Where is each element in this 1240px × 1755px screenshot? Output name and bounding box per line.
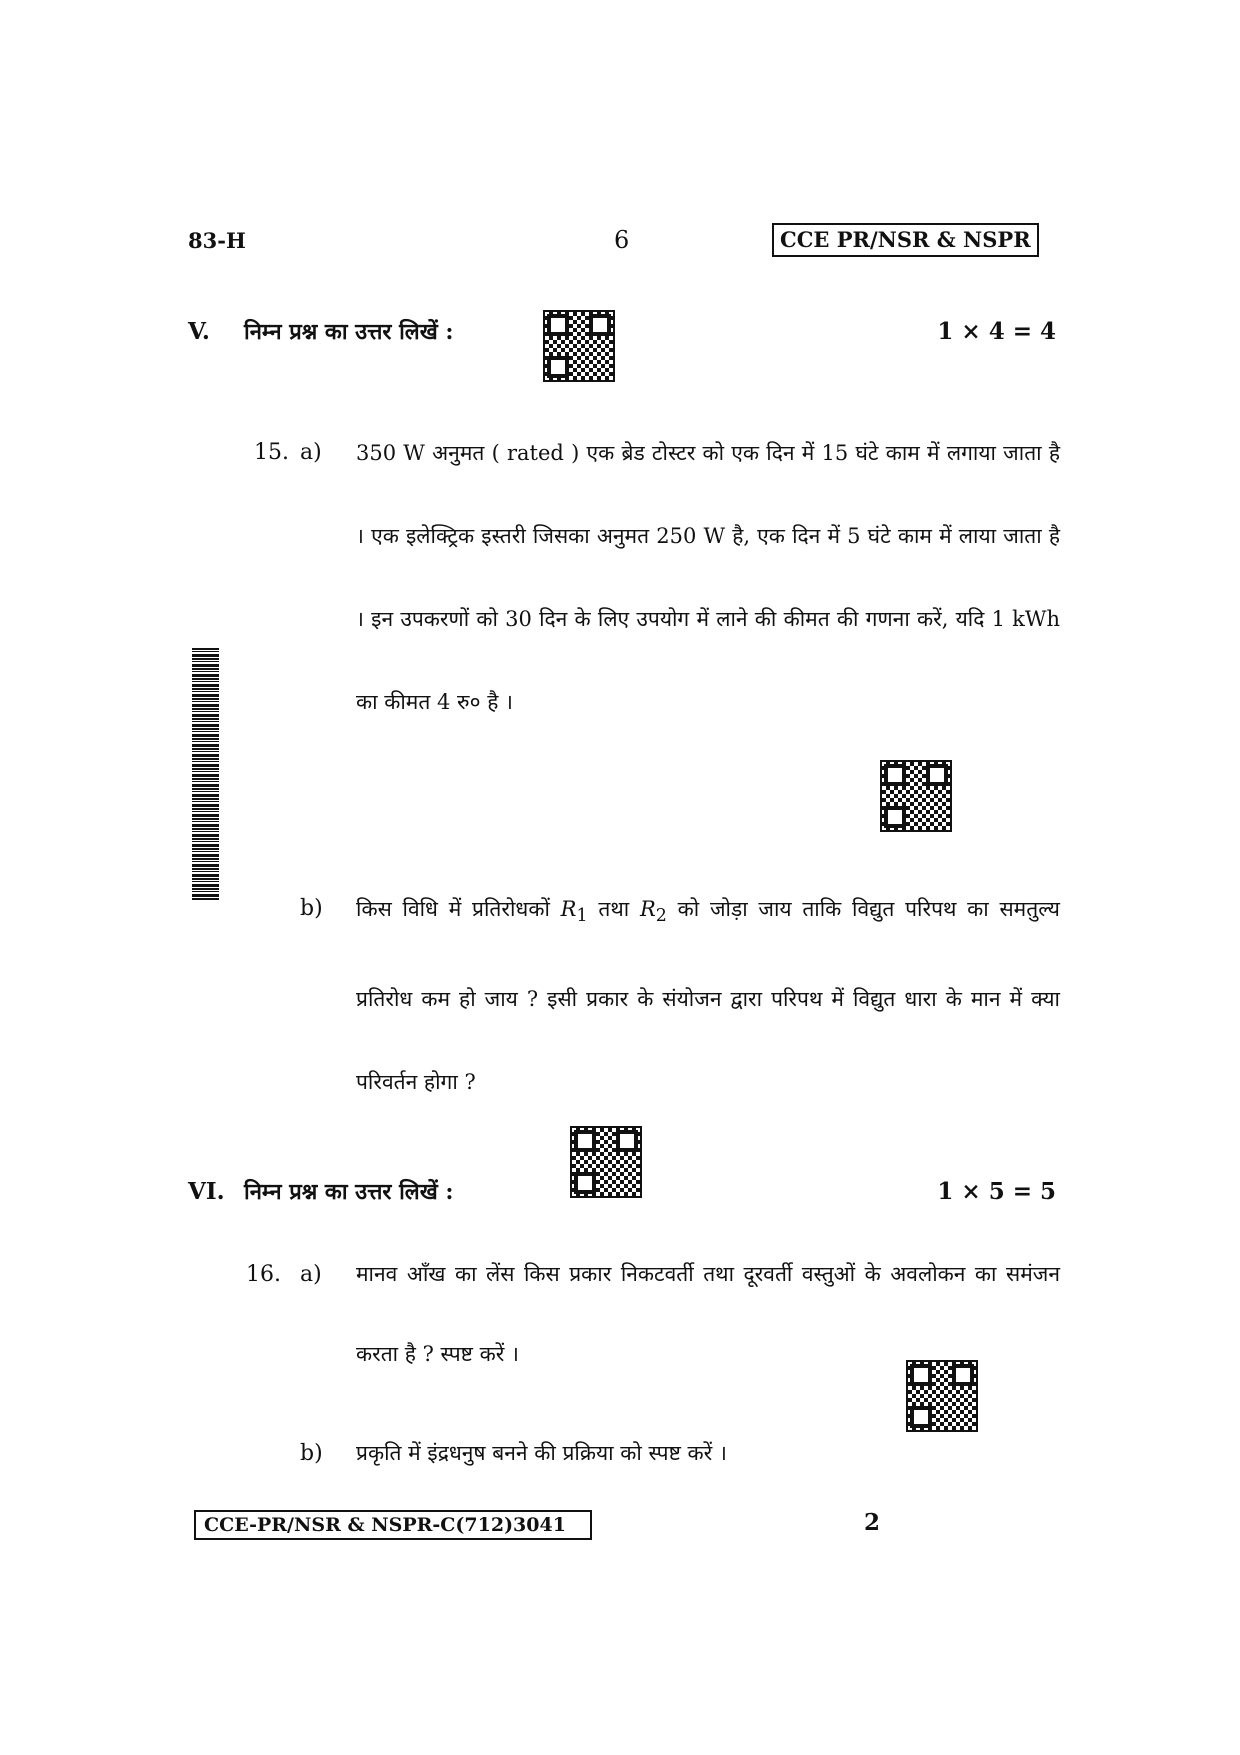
section-vi-marks: 1 × 5 = 5: [937, 1178, 1056, 1205]
footer-code-box: CCE-PR/NSR & NSPR-C(712)3041: [194, 1510, 592, 1540]
question-15b-text: [356, 868, 1060, 1124]
question-15b-label: b): [300, 896, 323, 921]
question-16b-label: b): [300, 1441, 323, 1466]
resistor-r2: R: [639, 897, 656, 921]
qr-code-icon: [880, 760, 952, 832]
question-16a-label: a): [300, 1262, 322, 1287]
question-16-number: 16.: [246, 1262, 281, 1287]
question-15b-text-part1: किस विधि में प्रतिरोधकों: [356, 897, 550, 921]
page-number-top: 6: [614, 226, 630, 254]
question-15a-text: 350 W अनुमत ( rated ) एक ब्रेड टोस्टर को एक दिन में 15 घंटे काम में लगाया जाता है । एक इलेक्ट्रिक इस्तरी जिसका अनुमत 250 W है, एक दिन में 5 घंटे काम में लाया जाता है । इन उपकरणों को 30 दिन के लिए उपयोग में लाने की कीमत की गणना करें, यदि 1 kWh का कीमत 4 रु० है ।: [356, 441, 1060, 714]
question-16a-text: मानव आँख का लेंस किस प्रकार निकटवर्ती तथा दूरवर्ती वस्तुओं के अवलोकन का समंजन करता है ? स्पष्ट करें ।: [356, 1262, 1060, 1366]
paper-code: 83-H: [188, 228, 246, 253]
qr-code-icon: [543, 310, 615, 382]
resistor-r2-subscript: 2: [655, 906, 667, 927]
resistor-r1-subscript: 1: [576, 906, 588, 927]
section-vi-title: निम्न प्रश्न का उत्तर लिखें :: [244, 1179, 454, 1205]
page-number-bottom: 2: [864, 1509, 881, 1536]
section-v-title: निम्न प्रश्न का उत्तर लिखें :: [244, 319, 454, 345]
question-16b-text: प्रकृति में इंद्रधनुष बनने की प्रक्रिया को स्पष्ट करें ।: [356, 1441, 727, 1465]
qr-code-icon: [570, 1126, 642, 1198]
question-15a-label: a): [300, 440, 322, 465]
question-15b-text-part3: को जोड़ा जाय ताकि विद्युत परिपथ का समतुल्य प्रतिरोध कम हो जाय ? इसी प्रकार के संयोजन द्वारा परिपथ में विद्युत धारा के मान में क्या परिवर्तन होगा ?: [356, 897, 1060, 1095]
barcode-icon: [192, 648, 219, 900]
qr-code-icon: [906, 1360, 978, 1432]
resistor-r1: R: [560, 897, 577, 921]
section-vi-number: VI.: [188, 1178, 225, 1205]
question-15-number: 15.: [254, 440, 289, 465]
section-v-marks: 1 × 4 = 4: [937, 318, 1056, 345]
question-15b-text-part2: तथा: [598, 897, 630, 921]
section-v-number: V.: [188, 318, 210, 345]
exam-code-box: CCE PR/NSR & NSPR: [772, 223, 1039, 257]
